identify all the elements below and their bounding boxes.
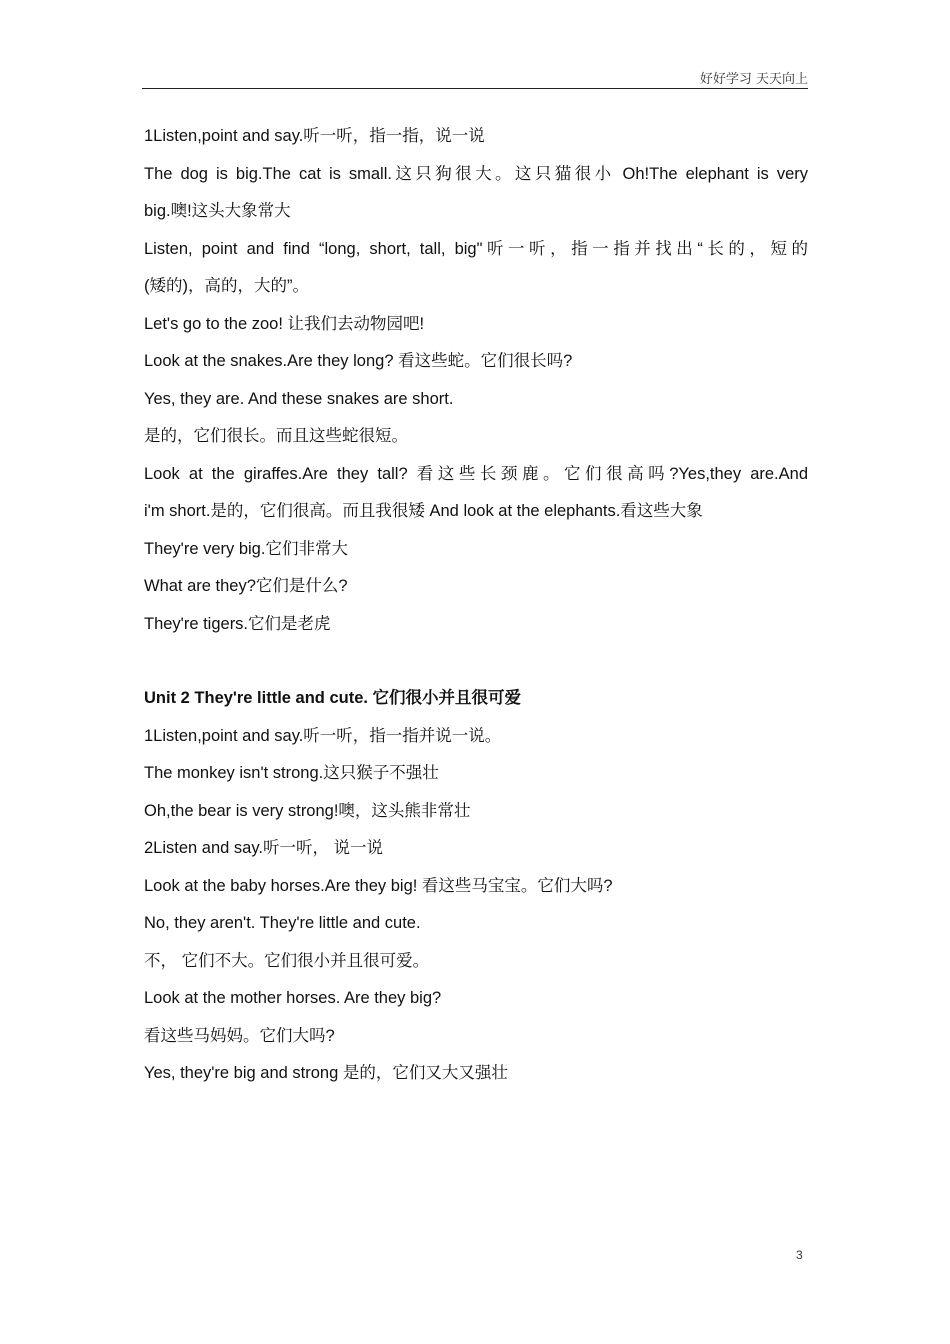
text-line: Let's go to the zoo! 让我们去动物园吧! [144,314,425,333]
section-gap [144,643,808,680]
text-line: 2Listen and say.听一听， 说一说 [144,839,384,857]
page-number: 3 [796,1248,803,1262]
section-heading: Unit 2 They're little and cute. 它们很小并且很可爱 [144,689,522,707]
text-line: Look at the mother horses. Are they big? [144,989,442,1007]
text-line: 不， 它们不大。它们很小并且很可爱。 [144,951,430,970]
text-line: 看这些马妈妈。它们大吗? [144,1026,335,1045]
text-line: They're very big.它们非常大 [144,539,348,558]
text-line: Look at the baby horses.Are they big! 看这些马宝宝。它们大吗? [144,876,613,895]
text-line: The monkey isn't strong.这只猴子不强壮 [144,764,439,782]
text-line: Oh,the bear is very strong!噢，这头熊非常壮 [144,801,471,820]
text-line: big.噢!这头大象常大 [144,202,291,220]
text-line: Yes, they're big and strong 是的，它们又大又强壮 [144,1064,508,1082]
text-line: Listen, point and find “long, short, tall, big"听一听，指一指并找出“长的，短的 [144,239,808,258]
text-line: 1Listen,point and say.听一听，指一指并说一说。 [144,726,502,745]
text-line: No, they aren't. They're little and cute. [144,914,421,932]
text-line: 1Listen,point and say.听一听，指一指，说一说 [144,127,485,145]
text-line: Look at the giraffes.Are they tall? 看这些长颈鹿。它们很高吗?Yes,they are.And [144,464,808,483]
header-motto: 好好学习 天天向上 [699,72,808,87]
text-line: 是的，它们很长。而且这些蛇很短。 [144,427,408,445]
page-header [142,66,808,89]
text-line: What are they?它们是什么? [144,577,348,595]
text-line: They're tigers.它们是老虎 [144,614,331,633]
text-line: (矮的)，高的，大的”。 [144,277,309,295]
text-line: Yes, they are. And these snakes are short. [144,389,454,408]
document-body [144,118,808,1093]
text-line: The dog is big.The cat is small.这只狗很大。这只猫很小 Oh!The elephant is very [144,164,808,183]
text-line: Look at the snakes.Are they long? 看这些蛇。它们很长吗? [144,352,573,370]
text-line: i'm short.是的，它们很高。而且我很矮 And look at the elephants.看这些大象 [144,502,703,520]
